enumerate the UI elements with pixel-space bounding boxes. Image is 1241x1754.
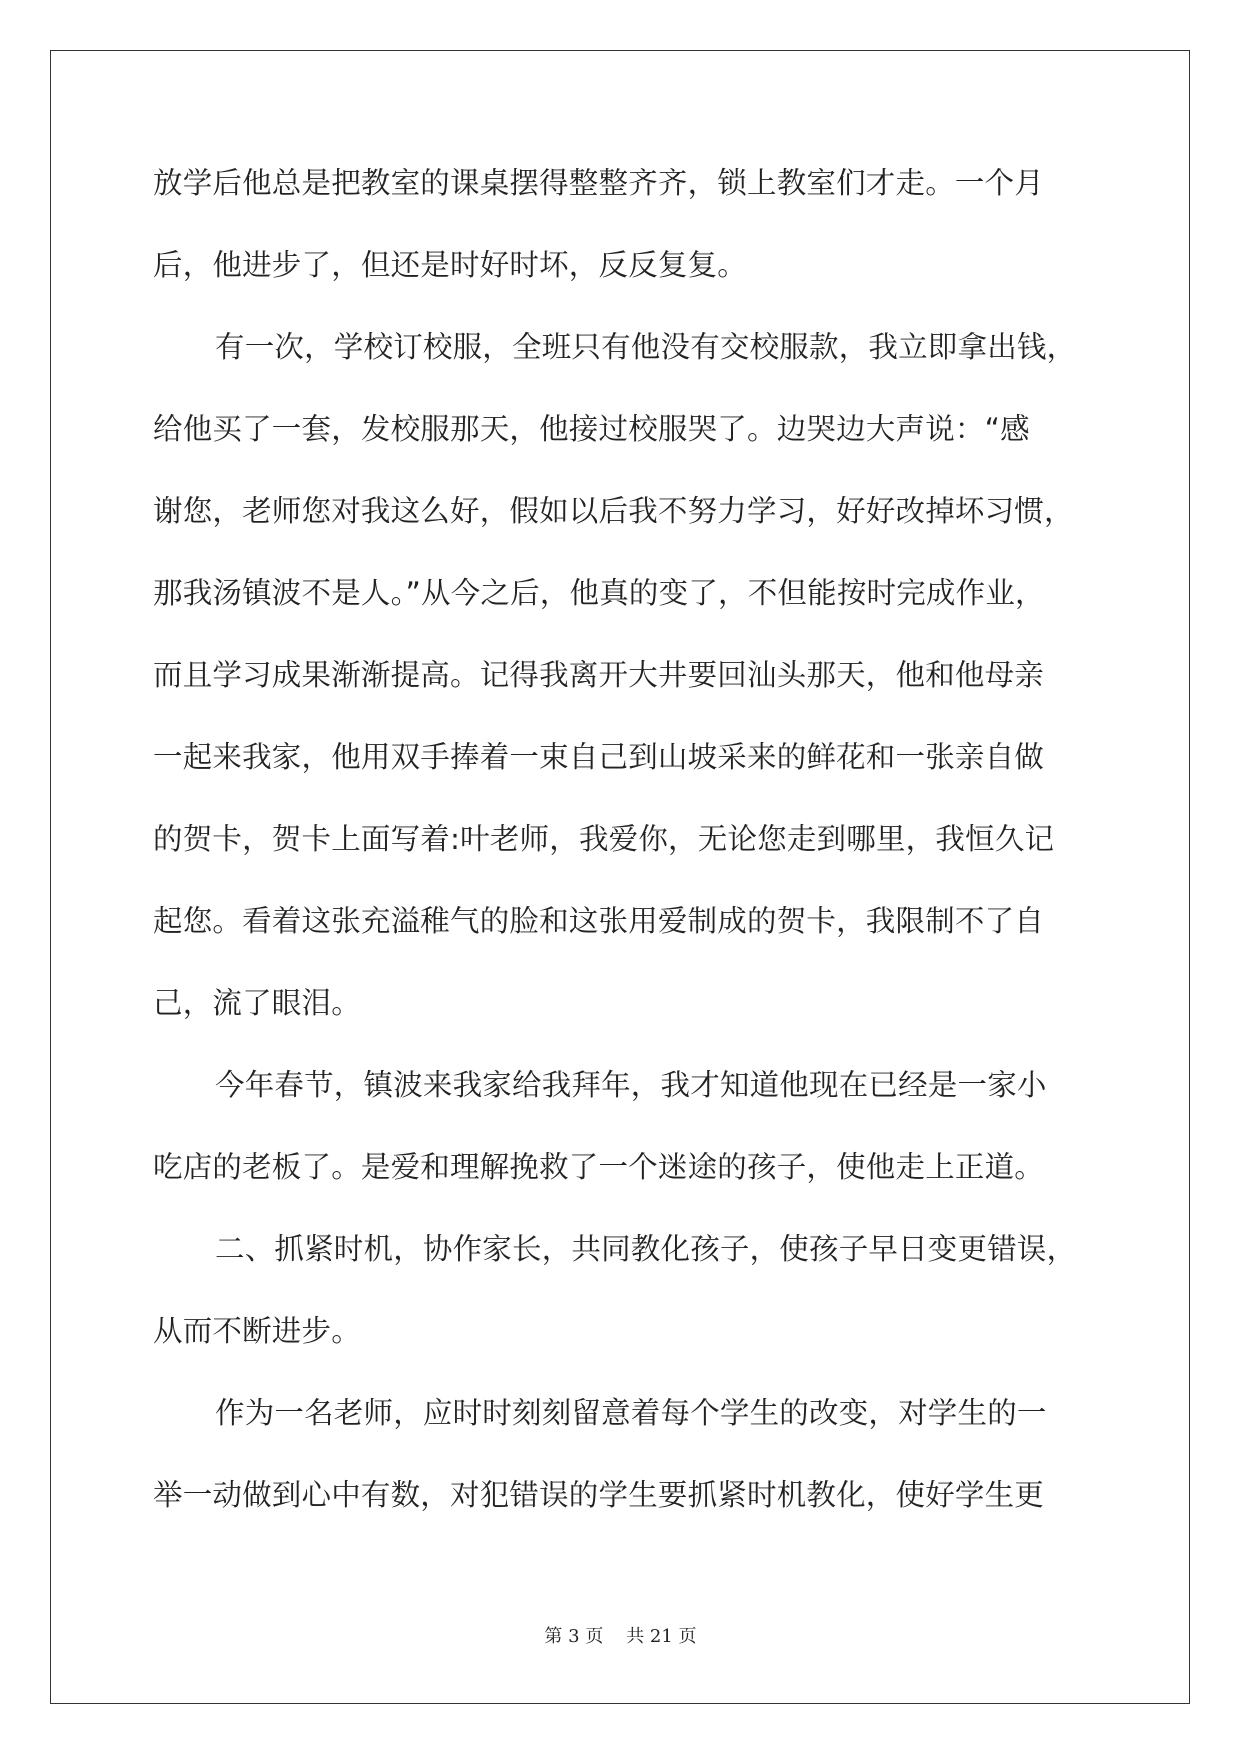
text-line: 今年春节，镇波来我家给我拜年，我才知道他现在已经是一家小	[215, 1068, 1047, 1102]
page-number-footer: 第 3 页 共 21 页	[544, 1626, 697, 1647]
text-line: 那我汤镇波不是人。”从今之后，他真的变了，不但能按时完成作业，	[153, 576, 1045, 610]
text-line: 谢您，老师您对我这么好，假如以后我不努力学习，好好改掉坏习惯，	[153, 494, 1074, 528]
text-line: 有一次，学校订校服，全班只有他没有交校服款，我立即拿出钱，	[215, 330, 1077, 364]
text-line: 己，流了眼泪。	[153, 986, 361, 1020]
text-line: 吃店的老板了。是爱和理解挽救了一个迷途的孩子，使他走上正道。	[153, 1150, 1045, 1184]
text-line: 放学后他总是把教室的课桌摆得整整齐齐，锁上教室们才走。一个月	[153, 166, 1045, 200]
text-line: 的贺卡，贺卡上面写着:叶老师，我爱你，无论您走到哪里，我恒久记	[153, 822, 1055, 856]
text-line: 起您。看着这张充溢稚气的脸和这张用爱制成的贺卡，我限制不了自	[153, 904, 1045, 938]
text-line: 从而不断进步。	[153, 1314, 361, 1348]
text-line: 给他买了一套，发校服那天，他接过校服哭了。边哭边大声说：“感	[153, 412, 1030, 446]
text-line: 举一动做到心中有数，对犯错误的学生要抓紧时机教化，使好学生更	[153, 1478, 1045, 1512]
text-line: 后，他进步了，但还是时好时坏，反反复复。	[153, 248, 748, 282]
text-line: 作为一名老师，应时时刻刻留意着每个学生的改变，对学生的一	[215, 1396, 1047, 1430]
text-line: 二、抓紧时机，协作家长，共同教化孩子，使孩子早日变更错误，	[215, 1232, 1077, 1266]
text-line: 一起来我家，他用双手捧着一束自己到山坡采来的鲜花和一张亲自做	[153, 740, 1045, 774]
text-line: 而且学习成果渐渐提高。记得我离开大井要回汕头那天，他和他母亲	[153, 658, 1045, 692]
document-body	[153, 158, 1093, 1552]
